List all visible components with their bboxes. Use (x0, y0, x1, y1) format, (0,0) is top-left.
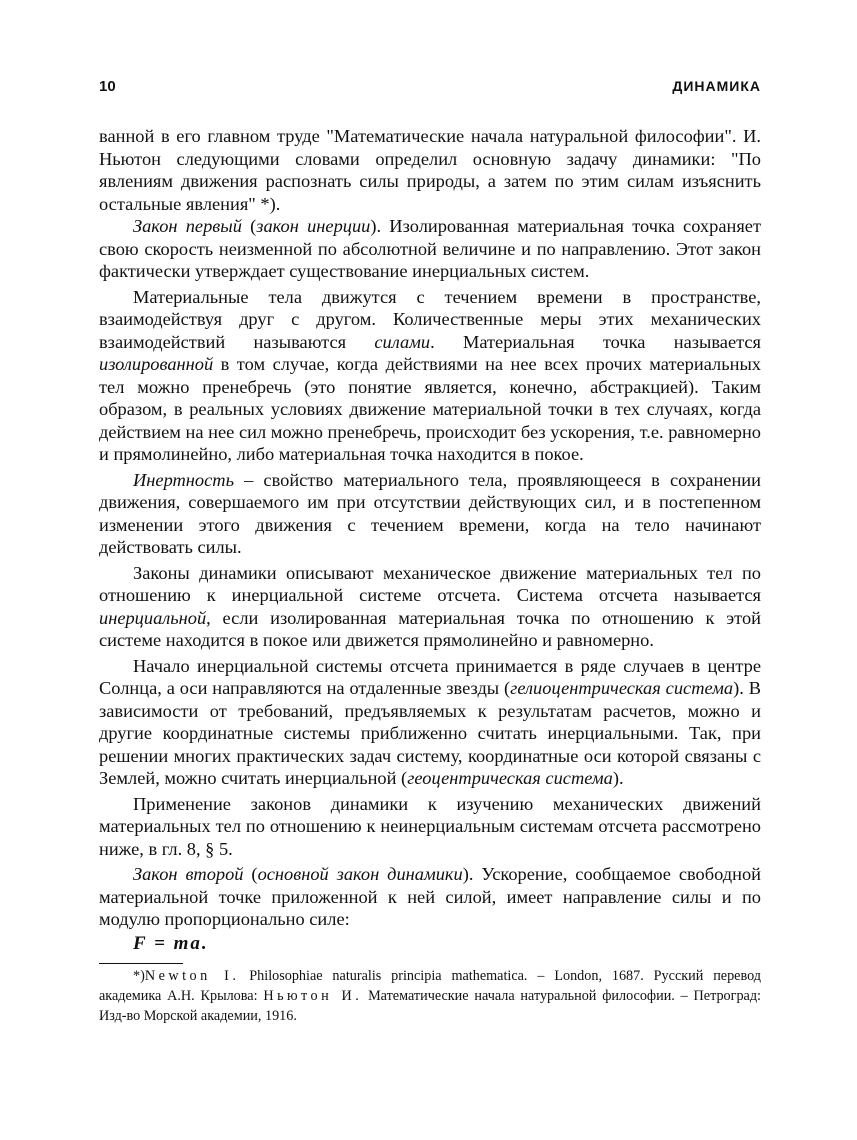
footnote-author-newton-ru: Ньютон И. (263, 987, 363, 1004)
paragraph (99, 793, 761, 861)
paragraph (99, 215, 761, 283)
paragraph (99, 562, 761, 652)
text-run: ( (243, 864, 258, 884)
text-run: Законы динамики описывают механическое движение материальных тел по отношению к инерциальной системе отсчета. Система отсчета называется (99, 562, 761, 605)
italic-term: закон инерции (256, 216, 371, 236)
text-run: ). В зависимости от требований, предъявляемых к результатам расчетов, можно и другие координатные системы приближенно считать инерциальными. Так, при решении многих практических задач систему, координатные оси которой связаны с Землей, можно считать инерциальной ( (99, 678, 761, 788)
italic-term: Закон второй (133, 864, 244, 884)
italic-term: гелиоцентрическая система (510, 678, 734, 698)
footnote-rule (99, 963, 183, 964)
footnote-marker: *) (133, 967, 145, 984)
text-run: , если изолированная материальная точка по отношению к этой системе находится в покое или движется прямолинейно и равномерно. (99, 607, 761, 650)
page (99, 78, 761, 1026)
italic-term: Закон первый (133, 216, 242, 236)
formula: F = ma. (133, 932, 209, 954)
text-run: ( (241, 216, 257, 236)
footnote-text-1: Philosophiae naturalis principia mathematica. – London, 1687. Русский перевод академика А.Н. Крылова: (99, 967, 761, 1004)
text-run: ). Изолированная материальная точка сохраняет свою скорость неизменной по абсолютной величине и по направлению. Этот закон фактически утверждает существование инерциальных систем. (99, 216, 761, 281)
text-run: ванной в его главном труде "Математические начала натуральной философии". И. Ньютон следующими словами определил основную задачу динамики: "По явлениям движения распознать силы природы, а затем по этим силам изъяснить остальные явления" *). (99, 126, 761, 214)
text-run: ). Ускорение, сообщаемое свободной материальной точке приложенной к ней силой, имеет направление силы и по модулю пропорционально силе: (99, 864, 761, 929)
text-run: в том случае, когда действиями на нее всех прочих материальных тел можно пренебречь (это понятие является, конечно, абстракцией). Таким образом, в реальных условиях движение материальной точки в тех случаях, когда действием на нее сил можно пренебречь, происходит без ускорения, т.е. равномерно и прямолинейно, либо материальная точка находится в покое. (99, 354, 761, 464)
text-run: ). (612, 768, 624, 788)
italic-term: инерциальной (99, 607, 207, 628)
body-text (99, 125, 761, 931)
paragraph (99, 125, 761, 215)
text-run: Материальные тела движутся с течением времени в пространстве, взаимодействуя друг с другом. Количественные меры этих механических взаимодействий называются (99, 286, 761, 352)
italic-term: геоцентрическая система (407, 768, 613, 788)
text-run: Начало инерциальной системы отсчета принимается в ряде случаев в центре Солнца, а оси направляются на отдаленные звезды ( (99, 655, 761, 698)
footnote-text-2: Математические начала натуральной философии. – Петроград: Изд-во Морской академии, 1916. (99, 987, 762, 1024)
running-title: ДИНАМИКА (672, 78, 761, 94)
italic-term: силами (374, 331, 431, 352)
paragraph (99, 863, 761, 931)
paragraph (99, 469, 761, 559)
footnote-author-newton: Newton I. (144, 967, 240, 984)
paragraph (99, 655, 761, 790)
page-number: 10 (99, 78, 116, 95)
italic-term: изолированной (99, 354, 214, 374)
footnote (99, 966, 761, 1026)
paragraph (99, 286, 761, 466)
text-run: – свойство материального тела, проявляющееся в сохранении движения, совершаемого им при отсутствии действующих сил, и в постепенном изменении этого движения с течением времени, когда на тело начинают действовать силы. (99, 469, 761, 557)
running-header (99, 78, 761, 102)
italic-term: основной закон динамики (257, 864, 463, 884)
text-run: Применение законов динамики к изучению механических движений материальных тел по отношению к неинерциальным системам отсчета рассмотрено ниже, в гл. 8, § 5. (99, 793, 761, 859)
text-run: . Материальная точка называется (430, 331, 762, 352)
italic-term: Инертность (133, 469, 234, 490)
